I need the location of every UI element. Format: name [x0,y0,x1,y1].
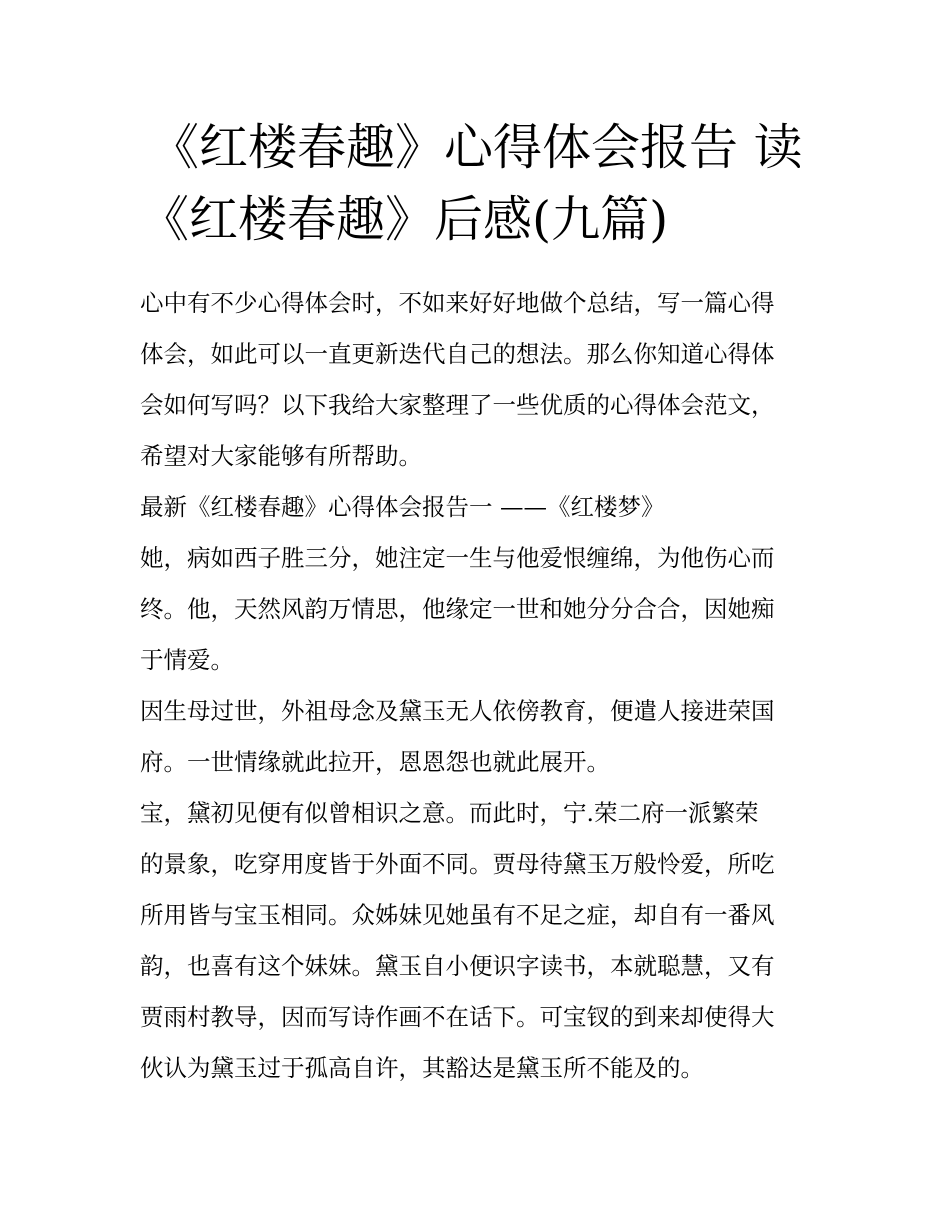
title-line-1: 《红楼春趣》心得体会报告 读 [150,119,803,176]
body-line: 体会，如此可以一直更新迭代自己的想法。那么你知道心得体 [140,340,775,368]
body-line: 伙认为黛玉过于孤高自许，其豁达是黛玉所不能及的。 [140,1054,704,1082]
document-title [140,112,820,256]
body-line: 希望对大家能够有所帮助。 [140,442,422,470]
body-line: 府。一世情缘就此拉开，恩恩怨也就此展开。 [140,748,610,776]
document-body [140,278,820,1094]
body-line: 终。他，天然风韵万情思，他缘定一世和她分分合合，因她痴 [140,595,775,623]
body-line: 会如何写吗？以下我给大家整理了一些优质的心得体会范文， [140,391,775,419]
title-line-2: 《红楼春趣》后感(九篇) [140,191,669,248]
section-heading: 最新《红楼春趣》心得体会报告一 ——《红楼梦》 [140,493,665,521]
body-line: 贾雨村教导，因而写诗作画不在话下。可宝钗的到来却使得大 [140,1003,775,1031]
body-line: 韵，也喜有这个妹妹。黛玉自小便识字读书，本就聪慧，又有 [140,952,775,980]
body-line: 的景象，吃穿用度皆于外面不同。贾母待黛玉万般怜爱，所吃 [140,850,775,878]
body-line: 于情爱。 [140,646,234,674]
body-line: 宝，黛初见便有似曾相识之意。而此时，宁.荣二府一派繁荣 [140,799,759,827]
body-line: 她，病如西子胜三分，她注定一生与他爱恨缠绵，为他伤心而 [140,544,775,572]
body-line: 心中有不少心得体会时，不如来好好地做个总结，写一篇心得 [140,289,775,317]
body-line: 因生母过世，外祖母念及黛玉无人依傍教育，便遣人接进荣国 [140,697,775,725]
body-line: 所用皆与宝玉相同。众姊妹见她虽有不足之症，却自有一番风 [140,901,775,929]
